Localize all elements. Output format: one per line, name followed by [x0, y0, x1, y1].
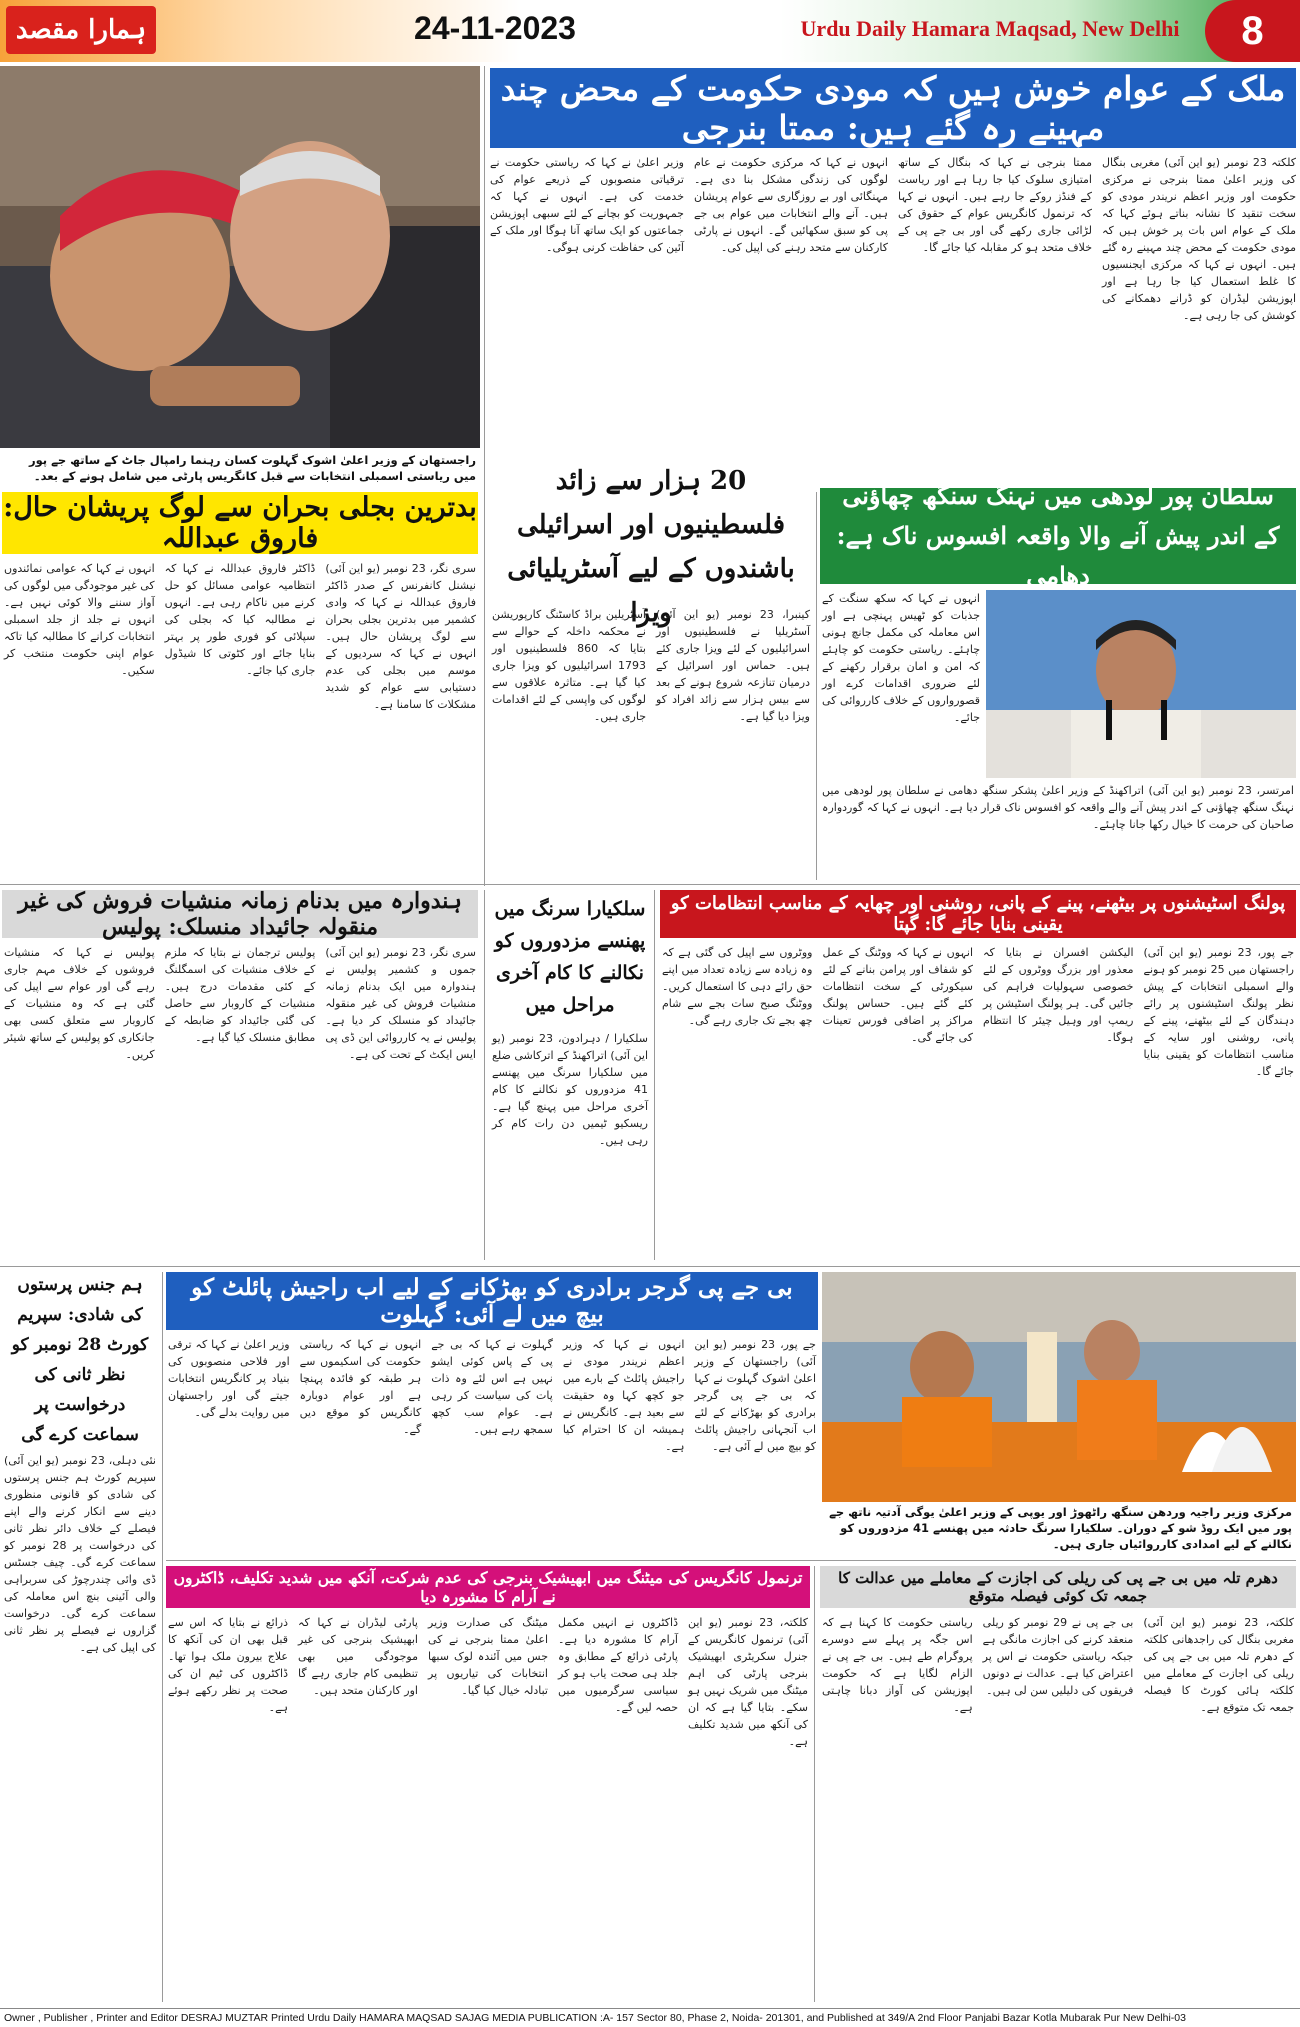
yogi-photo-caption: مرکزی وزیر راجیہ وردھن سنگھ راٹھوڑ اور یوپی کے وزیر اعلیٰ یوگی آدتیہ ناتھ جے پور میں ایک روڈ شو کے دوران۔ سلکیارا سرنگ حادثہ میں پھنسے 41 مزدوروں کو نکالنے کے لیے امدادی کارروائیاں جاری ہیں۔: [829, 1505, 1292, 1551]
dharamtala-column: کلکتہ، 23 نومبر (یو این آئی) مغربی بنگال کی راجدھانی کلکتہ کے دھرم تلہ میں بی جے پی کی ریلی کی اجازت کے معاملے میں کلکتہ ہائی کورٹ کا فیصلہ جمعہ تک متوقع ہے۔: [1143, 1616, 1295, 1714]
mamata-column: انہوں نے کہا کہ مرکزی حکومت نے عام لوگوں کی زندگی مشکل بنا دی ہے۔ مہنگائی اور بے روزگاری سے عوام پریشان ہیں۔ آنے والے انتخابات میں عوام بی جے پی کو سبق سکھائیں گے۔ انہوں نے پارٹی کارکنان سے متحد رہنے کی اپیل کی۔: [694, 156, 888, 254]
rajesh-pilot-column: گہلوت نے کہا کہ بی جے پی کے پاس کوئی ایشو نہیں ہے اس لئے وہ ذات پات کی سیاست کر رہی ہے۔ عوام سب کچھ سمجھ رہے ہیں۔: [431, 1338, 553, 1436]
rajesh-pilot-column: جے پور، 23 نومبر (یو این آئی) راجستھان کے وزیر اعلیٰ اشوک گہلوت نے کہا کہ بی جے پی گرجر برادری کو بھڑکانے کے لئے اب آنجہانی راجیش پائلٹ کو بیچ میں لے آئی ہے۔: [694, 1338, 816, 1453]
column-rule: [162, 1272, 163, 2002]
dhami-story-body-lower: [822, 782, 1294, 880]
same-sex-marriage-column: نئی دہلی، 23 نومبر (یو این آئی) سپریم کورٹ ہم جنس پرستوں کی شادی کو قانونی منظوری دینے سے انکار کرنے والے اپنے فیصلے کے خلاف دائر نظر ثانی کی درخواست پر 28 نومبر کو سماعت کرے گی۔ چیف جسٹس ڈی وائی چندرچوڑ کی سربراہی والی آئینی بنچ اس معاملہ کی سماعت کرے گی۔ درخواست گزاروں نے فیصلے پر نظر ثانی کی اپیل کی ہے۔: [4, 1454, 157, 1654]
israel-visa-column: کینبرا، 23 نومبر (یو این آئی) آسٹریلیا نے فلسطینیوں اور اسرائیلیوں کے لئے ویزا جاری کئے ہیں۔ حماس اور اسرائیل کے درمیان تنازعہ شروع ہونے کے بعد سے بیس ہزار سے زائد افراد کو ویزا دیا گیا ہے۔: [656, 608, 810, 723]
gehlot-photo-caption: راجستھان کے وزیر اعلیٰ اشوک گہلوت کسان رہنما رامپال جاٹ کے ساتھ جے پور میں ریاستی اسمبلی انتخابات سے قبل کانگریس پارٹی میں شامل ہونے کے بعد۔: [28, 453, 476, 483]
section-rule: [0, 884, 1300, 885]
polling-headline: پولنگ اسٹیشنوں پر بیٹھنے، پینے کے پانی، روشنی اور چھایہ کے مناسب انتظامات کو یقینی بنایا جائے گا: گپتا: [660, 890, 1296, 938]
dharamtala-headline: دھرم تلہ میں بی جے پی کی ریلی کی اجازت کے معاملے میں عدالت کا جمعہ تک کوئی فیصلہ متوقع: [820, 1566, 1296, 1608]
newspaper-logo: ہمارا مقصد: [6, 6, 156, 54]
polling-column: ووٹروں سے اپیل کی گئی ہے کہ وہ زیادہ سے زیادہ تعداد میں اپنے حق رائے دہی کا استعمال کریں۔ ووٹنگ صبح سات بجے سے شام چھ بجے تک جاری رہے گی۔: [662, 946, 813, 1027]
tunnel-story-body: [492, 1030, 648, 1260]
mamata-headline: ملک کے عوام خوش ہیں کہ مودی حکومت کے محض چند مہینے رہ گئے ہیں: ممتا بنرجی: [490, 68, 1296, 148]
tmc-meeting-story-body: [168, 1614, 808, 2002]
israel-visa-story-body: [492, 606, 810, 880]
rajesh-pilot-column: انہوں نے کہا کہ وزیر اعظم نریندر مودی نے راجیش پائلٹ کے بارے میں جو کچھ کہا وہ حقیقت سے بعید ہے۔ کانگریس نے ہمیشہ ان کا احترام کیا ہے۔: [562, 1338, 685, 1453]
mamata-story-body: [490, 154, 1296, 480]
israel-visa-headline: 20 ہزار سے زائد فلسطینیوں اور اسرائیلی باشندوں کے لیے آسٹریلیائی ویزا: [490, 492, 812, 602]
dhami-column: امرتسر، 23 نومبر (یو این آئی) اتراکھنڈ کے وزیر اعلیٰ پشکر سنگھ دھامی نے سلطان پور لودھی میں نہنگ سنگھ چھاؤنی کے اندر پیش آنے والے واقعہ کو افسوس ناک قرار دیا ہے۔ انہوں نے کہا کہ گوردوارہ صاحبان کی حرمت کا خیال رکھا جانا چاہئے۔: [822, 784, 1294, 831]
tmc-meeting-column: کلکتہ، 23 نومبر (یو این آئی) ترنمول کانگریس کے جنرل سکریٹری ابھیشیک بنرجی پارٹی کی اہم میٹنگ میں شریک نہیں ہو سکے۔ بتایا گیا ہے کہ ان کی آنکھ میں شدید تکلیف ہے۔: [688, 1616, 808, 1748]
column-rule: [654, 890, 655, 1260]
farooq-story-body: [4, 560, 476, 880]
newspaper-name: Urdu Daily Hamara Maqsad, New Delhi: [800, 16, 1180, 41]
column-rule: [484, 890, 485, 1260]
column-rule: [816, 492, 817, 880]
farooq-column: انہوں نے کہا کہ عوامی نمائندوں کی غیر موجودگی میں لوگوں کی آواز سننے والا کوئی نہیں ہے۔ انہوں نے جلد از جلد اسمبلی انتخابات کرانے کا مطالبہ کیا تاکہ عوام اپنی حکومت منتخب کر سکیں۔: [3, 562, 155, 677]
tmc-meeting-column: میٹنگ کی صدارت وزیر اعلیٰ ممتا بنرجی نے کی جس میں آئندہ لوک سبھا انتخابات کی تیاریوں پر تبادلہ خیال کیا گیا۔: [428, 1616, 548, 1697]
same-sex-marriage-story-body: [4, 1452, 156, 2002]
handwara-headline: ہندوارہ میں بدنام زمانہ منشیات فروش کی غیر منقولہ جائیداد منسلک: پولیس: [2, 890, 478, 938]
issue-date: 24-11-2023: [414, 10, 576, 46]
tmc-meeting-column: ذرائع نے بتایا کہ اس سے قبل بھی ان کی آنکھ کا علاج بیرون ملک ہوا تھا۔ ڈاکٹروں کی ٹیم ان کی صحت پر نظر رکھے ہوئے ہے۔: [168, 1616, 288, 1714]
dhami-story-body-upper: [822, 590, 980, 778]
handwara-column: پولیس نے کہا کہ منشیات فروشوں کے خلاف مہم جاری رہے گی اور عوام سے اپیل کی گئی ہے کہ وہ منشیات کے کاروبار سے متعلق کسی بھی جانکاری کو پولیس کے ساتھ شیئر کریں۔: [3, 946, 155, 1061]
dharamtala-story-body: [822, 1614, 1294, 2002]
polling-column: الیکشن افسران نے بتایا کہ معذور اور بزرگ ووٹروں کے لئے خصوصی سہولیات فراہم کی جائیں گی۔ ہر پولنگ اسٹیشن پر ریمپ اور وہیل چیئر کا انتظام ہوگا۔: [983, 946, 1134, 1044]
dharamtala-column: ریاستی حکومت کا کہنا ہے کہ اس جگہ پر پہلے سے دوسرے پروگرام طے ہیں۔ بی جے پی نے الزام لگایا ہے کہ حکومت اپوزیشن کی آواز دبانا چاہتی ہے۔: [821, 1616, 973, 1714]
same-sex-marriage-headline: ہم جنس پرستوں کی شادی: سپریم کورٹ 28 نومبر کو نظر ثانی کی درخواست پر سماعت کرے گی: [2, 1272, 158, 1448]
dhami-headline: سلطان پور لودھی میں نہنگ سنگھ چھاؤنی کے اندر پیش آنے والا واقعہ افسوس ناک ہے: دھامی: [820, 488, 1296, 584]
rajesh-pilot-headline: بی جے پی گرجر برادری کو بھڑکانے کے لیے اب راجیش پائلٹ کو بیچ میں لے آئی: گہلوت: [166, 1272, 818, 1330]
farooq-column: سری نگر، 23 نومبر (یو این آئی) نیشنل کانفرنس کے صدر ڈاکٹر فاروق عبداللہ نے کہا کہ وادی کشمیر میں بدترین بجلی بحران سے لوگ پریشان حال ہیں۔ انہوں نے کہا کہ سردیوں کے موسم میں بجلی کی عدم دستیابی سے عوام کو شدید مشکلات کا سامنا ہے۔: [325, 562, 476, 711]
gehlot-photo: [0, 66, 480, 448]
tmc-meeting-headline: ترنمول کانگریس کی میٹنگ میں ابھیشیک بنرجی کی عدم شرکت، آنکھ میں شدید تکلیف، ڈاکٹروں نے آرام کا مشورہ دیا: [166, 1566, 810, 1608]
section-rule: [166, 1560, 1296, 1561]
mamata-column: کلکتہ 23 نومبر (یو این آئی) مغربی بنگال کی وزیر اعلیٰ ممتا بنرجی نے مرکزی حکومت اور وزیر اعظم نریندر مودی کو سخت تنقید کا نشانہ بناتے ہوئے کہا کہ ملک کے عوام اس بات پر خوش ہیں کہ مودی حکومت کے محض چند مہینے رہ گئے ہیں۔ انہوں نے کہا کہ مرکزی ایجنسیوں کا غلط استعمال کیا جا رہا ہے اور اپوزیشن لیڈران کو ڈرانے دھمکانے کی کوشش کی جا رہی ہے۔: [1102, 156, 1297, 322]
tmc-meeting-column: ڈاکٹروں نے انہیں مکمل آرام کا مشورہ دیا ہے۔ پارٹی ذرائع کے مطابق وہ جلد ہی صحت یاب ہو کر سیاسی سرگرمیوں میں حصہ لیں گے۔: [558, 1616, 678, 1714]
polling-column: جے پور، 23 نومبر (یو این آئی) راجستھان میں 25 نومبر کو ہونے والے اسمبلی انتخابات کے پیش نظر پولنگ اسٹیشنوں پر رائے دہندگان کے لئے بیٹھنے، پینے کے پانی، روشنی اور سایہ کے مناسب انتظامات کو یقینی بنایا جائے گا۔: [1143, 946, 1294, 1078]
handwara-story-body: [4, 944, 476, 1260]
dhami-column: انہوں نے کہا کہ سکھ سنگت کے جذبات کو ٹھیس پہنچی ہے اور اس معاملہ کی مکمل جانچ ہونی چاہئے۔ ریاستی حکومت کو چاہئے کہ امن و امان برقرار رکھنے کے لئے ضروری اقدامات کرے اور قصورواروں کے خلاف کارروائی کی جائے۔: [822, 592, 980, 724]
column-rule: [814, 1566, 815, 2002]
tunnel-headline: سلکیارا سرنگ میں پھنسے مزدوروں کو نکالنے کا کام آخری مراحل میں: [490, 890, 650, 1024]
rajesh-pilot-story-body: [168, 1336, 816, 1556]
mamata-column: وزیر اعلیٰ نے کہا کہ ریاستی حکومت نے ترقیاتی منصوبوں کے ذریعے عوام کی خدمت کی ہے۔ انہوں نے کہا کہ جمہوریت کو بچانے کے لئے سبھی اپوزیشن جماعتوں کو ایک ساتھ آنا ہوگا اور ملک کے آئین کی حفاظت کرنی ہوگی۔: [490, 156, 684, 254]
tmc-meeting-column: پارٹی لیڈران نے کہا کہ ابھیشیک بنرجی کی غیر موجودگی میں بھی تنظیمی کام جاری رہے گا اور کارکنان متحد ہیں۔: [298, 1616, 418, 1697]
polling-column: انہوں نے کہا کہ ووٹنگ کے عمل کو شفاف اور پرامن بنانے کے لئے سیکورٹی کے سخت انتظامات کئے گئے ہیں۔ حساس پولنگ مراکز پر اضافی فورس تعینات کی جائے گی۔: [822, 946, 973, 1044]
rajesh-pilot-column: انہوں نے کہا کہ ریاستی حکومت کی اسکیموں سے ہر طبقہ کو فائدہ پہنچا ہے اور عوام دوبارہ کانگریس کو موقع دیں گے۔: [299, 1338, 422, 1436]
mamata-column: ممتا بنرجی نے کہا کہ بنگال کے ساتھ امتیازی سلوک کیا جا رہا ہے اور ریاست کے فنڈز روکے جا رہے ہیں۔ انہوں نے کہا کہ ترنمول کانگریس عوام کے حقوق کی لڑائی جاری رکھے گی اور بی جے پی کے خلاف متحد ہو کر مقابلہ کیا جائے گا۔: [898, 156, 1092, 254]
tunnel-column: سلکیارا / دہرادون، 23 نومبر (یو این آئی) اتراکھنڈ کے اترکاشی ضلع میں سلکیارا سرنگ میں پھنسے 41 مزدوروں کو نکالنے کا کام آخری مراحل میں پہنچ گیا ہے۔ ریسکیو ٹیمیں دن رات کام کر رہی ہیں۔: [492, 1032, 648, 1147]
farooq-headline: بدترین بجلی بحران سے لوگ پریشان حال: فاروق عبداللہ: [3, 492, 477, 554]
publisher-imprint: Owner , Publisher , Printer and Editor DESRAJ MUZTAR Printed Urdu Daily HAMARA MAQSAD SAJAG MEDIA PUBLICATION :A- 157 Sector 80, Phase 2, Noida- 201301, and Published at 349/A 2nd Floor Panjabi Bazar Kotla Mubarak Pur New Delhi-03: [0, 2008, 1300, 2027]
page-number: 8: [1205, 0, 1300, 62]
polling-story-body: [662, 944, 1294, 1260]
rajesh-pilot-column: وزیر اعلیٰ نے کہا کہ ترقی اور فلاحی منصوبوں کی بنیاد پر کانگریس انتخابات جیتے گی اور راجستھان میں روایت بدلے گی۔: [168, 1338, 290, 1419]
israel-visa-column: آسٹریلین براڈ کاسٹنگ کارپوریشن نے محکمہ داخلہ کے حوالے سے بتایا کہ 860 فلسطینیوں اور 1793 اسرائیلیوں کو ویزا جاری کیا گیا ہے۔ متاثرہ علاقوں سے لوگوں کی واپسی کے لئے اقدامات جاری ہیں۔: [492, 608, 646, 723]
handwara-column: پولیس ترجمان نے بتایا کہ ملزم کے خلاف منشیات کی اسمگلنگ کے کئی مقدمات درج ہیں۔ منشیات کے کاروبار سے حاصل کی گئی جائیداد کو ضابطہ کے مطابق منسلک کیا گیا ہے۔: [164, 946, 316, 1044]
farooq-column: ڈاکٹر فاروق عبداللہ نے کہا کہ انتظامیہ عوامی مسائل کو حل کرنے میں ناکام رہی ہے۔ انہوں نے مطالبہ کیا کہ بجلی کی سپلائی کو فوری طور پر بہتر بنایا جائے اور کٹوتی کا شیڈول جاری کیا جائے۔: [164, 562, 316, 677]
handwara-column: سری نگر، 23 نومبر (یو این آئی) جموں و کشمیر پولیس نے ہندوارہ میں ایک بدنام زمانہ منشیات فروش کی غیر منقولہ جائیداد کو منسلک کر دیا ہے۔ پولیس نے یہ کارروائی این ڈی پی ایس ایکٹ کے تحت کی ہے۔: [325, 946, 476, 1061]
section-rule: [0, 1266, 1300, 1267]
dharamtala-column: بی جے پی نے 29 نومبر کو ریلی منعقد کرنے کی اجازت مانگی ہے جبکہ ریاستی حکومت نے اس پر اعتراض کیا ہے۔ عدالت نے دونوں فریقوں کی دلیلیں سن لی ہیں۔: [982, 1616, 1134, 1697]
column-rule: [484, 66, 485, 886]
dhami-photo: [986, 590, 1296, 778]
yogi-roadshow-photo: [822, 1272, 1296, 1502]
masthead: [0, 0, 1300, 62]
